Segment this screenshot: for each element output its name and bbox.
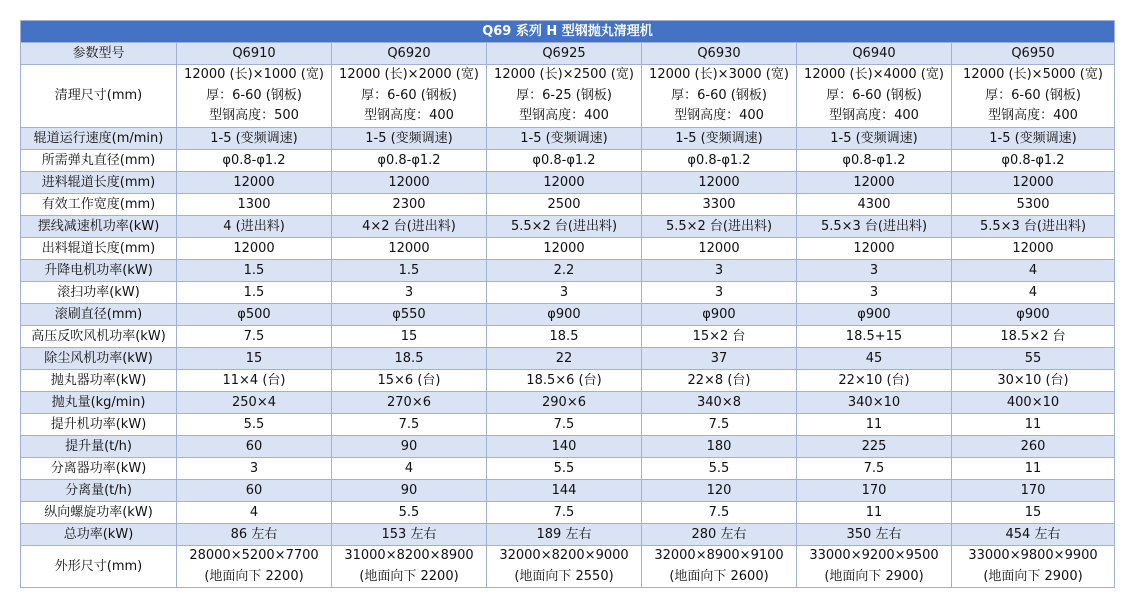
table-cell: 140 bbox=[487, 436, 642, 458]
table-cell: 454 左右 bbox=[952, 524, 1115, 546]
table-cell: 3 bbox=[177, 458, 332, 480]
table-cell: 144 bbox=[487, 480, 642, 502]
table-cell: 7.5 bbox=[177, 326, 332, 348]
table-cell: 4300 bbox=[797, 194, 952, 216]
table-cell: 37 bbox=[642, 348, 797, 370]
row-label: 滚刷直径(mm) bbox=[21, 304, 177, 326]
table-row bbox=[21, 326, 1115, 348]
header-row bbox=[21, 43, 1115, 65]
table-cell: 4 (进出料) bbox=[177, 216, 332, 238]
table-cell bbox=[332, 546, 487, 588]
table-cell: 15 bbox=[332, 326, 487, 348]
table-cell: 15 bbox=[177, 348, 332, 370]
table-cell: 1.5 bbox=[177, 282, 332, 304]
table-cell bbox=[177, 546, 332, 588]
table-cell: φ0.8-φ1.2 bbox=[177, 150, 332, 172]
cell-line: 型钢高度：500 bbox=[209, 108, 299, 124]
cell-line: 型钢高度：400 bbox=[988, 108, 1078, 124]
cell-line: 厚：6-60 (钢板) bbox=[826, 87, 922, 103]
table-cell bbox=[952, 546, 1115, 588]
table-cell: 270×6 bbox=[332, 392, 487, 414]
table-cell: 1.5 bbox=[177, 260, 332, 282]
table-row bbox=[21, 304, 1115, 326]
table-cell: 7.5 bbox=[487, 502, 642, 524]
table-cell: φ900 bbox=[487, 304, 642, 326]
table-cell: φ900 bbox=[642, 304, 797, 326]
table-cell: 12000 bbox=[642, 172, 797, 194]
row-label: 纵向螺旋功率(kW) bbox=[21, 502, 177, 524]
table-row bbox=[21, 480, 1115, 502]
cell-line: (地面向下 2200) bbox=[204, 568, 304, 584]
table-cell: 12000 bbox=[177, 172, 332, 194]
table-cell: 120 bbox=[642, 480, 797, 502]
table-cell: 5.5×3 台(进出料) bbox=[952, 216, 1115, 238]
cell-line: 12000 (长)×5000 (宽) bbox=[963, 67, 1103, 83]
cell-line: 型钢高度：400 bbox=[519, 108, 609, 124]
row-label: 滚扫功率(kW) bbox=[21, 282, 177, 304]
cell-line: 厚：6-60 (钢板) bbox=[671, 87, 767, 103]
table-row bbox=[21, 414, 1115, 436]
table-cell bbox=[797, 65, 952, 128]
row-label: 总功率(kW) bbox=[21, 524, 177, 546]
table-cell bbox=[642, 65, 797, 128]
table-cell bbox=[177, 65, 332, 128]
table-cell: 11 bbox=[797, 414, 952, 436]
table-cell: 280 左右 bbox=[642, 524, 797, 546]
row-label: 辊道运行速度(m/min) bbox=[21, 128, 177, 150]
row-label: 升降电机功率(kW) bbox=[21, 260, 177, 282]
table-cell: 180 bbox=[642, 436, 797, 458]
row-label: 除尘风机功率(kW) bbox=[21, 348, 177, 370]
model-q6930: Q6930 bbox=[642, 43, 797, 65]
table-cell: 2500 bbox=[487, 194, 642, 216]
table-row bbox=[21, 150, 1115, 172]
table-row bbox=[21, 524, 1115, 546]
table-cell: φ500 bbox=[177, 304, 332, 326]
table-cell bbox=[332, 65, 487, 128]
table-cell: 5.5 bbox=[332, 502, 487, 524]
cell-line: (地面向下 2550) bbox=[514, 568, 614, 584]
table-cell: 3300 bbox=[642, 194, 797, 216]
table-cell: φ900 bbox=[797, 304, 952, 326]
table-cell: 12000 bbox=[332, 172, 487, 194]
table-row bbox=[21, 546, 1115, 588]
table-cell: 90 bbox=[332, 436, 487, 458]
cell-line: 厚：6-25 (钢板) bbox=[516, 87, 612, 103]
cell-line: 型钢高度：400 bbox=[674, 108, 764, 124]
table-cell: 5.5 bbox=[177, 414, 332, 436]
table-cell: 7.5 bbox=[797, 458, 952, 480]
cell-line: (地面向下 2900) bbox=[824, 568, 924, 584]
table-cell: 340×10 bbox=[797, 392, 952, 414]
table-cell: φ900 bbox=[952, 304, 1115, 326]
table-cell: 30×10 (台) bbox=[952, 370, 1115, 392]
model-q6925: Q6925 bbox=[487, 43, 642, 65]
table-row bbox=[21, 238, 1115, 260]
table-row bbox=[21, 282, 1115, 304]
table-cell: 189 左右 bbox=[487, 524, 642, 546]
table-cell: 45 bbox=[797, 348, 952, 370]
table-cell: 7.5 bbox=[642, 502, 797, 524]
table-cell: 260 bbox=[952, 436, 1115, 458]
cell-line: 33000×9200×9500 bbox=[809, 548, 939, 563]
table-cell: 1-5 (变频调速) bbox=[487, 128, 642, 150]
table-row bbox=[21, 260, 1115, 282]
table-cell: φ0.8-φ1.2 bbox=[797, 150, 952, 172]
table-cell: 18.5+15 bbox=[797, 326, 952, 348]
row-label: 清理尺寸(mm) bbox=[21, 65, 177, 128]
table-cell: 7.5 bbox=[487, 414, 642, 436]
table-cell: 12000 bbox=[642, 238, 797, 260]
table-cell: 340×8 bbox=[642, 392, 797, 414]
row-label: 提升机功率(kW) bbox=[21, 414, 177, 436]
table-cell: 1300 bbox=[177, 194, 332, 216]
table-row bbox=[21, 172, 1115, 194]
table-cell bbox=[487, 546, 642, 588]
table-cell: 5.5×3 台(进出料) bbox=[797, 216, 952, 238]
table-cell: 11×4 (台) bbox=[177, 370, 332, 392]
table-cell bbox=[642, 546, 797, 588]
table-cell: 12000 bbox=[797, 172, 952, 194]
table-cell: 4 bbox=[177, 502, 332, 524]
table-cell: 5300 bbox=[952, 194, 1115, 216]
spec-table-container bbox=[20, 20, 1114, 588]
table-cell: 12000 bbox=[487, 238, 642, 260]
table-cell bbox=[797, 546, 952, 588]
table-cell bbox=[487, 65, 642, 128]
cell-line: 12000 (长)×1000 (宽) bbox=[184, 67, 324, 83]
cell-line: 型钢高度：400 bbox=[364, 108, 454, 124]
table-cell: 22 bbox=[487, 348, 642, 370]
cell-line: 厚：6-60 (钢板) bbox=[985, 87, 1081, 103]
row-label: 有效工作宽度(mm) bbox=[21, 194, 177, 216]
table-cell: 22×8 (台) bbox=[642, 370, 797, 392]
cell-line: 28000×5200×7700 bbox=[189, 548, 319, 563]
cell-line: 31000×8200×8900 bbox=[344, 548, 474, 563]
table-cell: 5.5×2 台(进出料) bbox=[642, 216, 797, 238]
table-cell: 170 bbox=[797, 480, 952, 502]
table-cell: 5.5×2 台(进出料) bbox=[487, 216, 642, 238]
table-cell: 11 bbox=[952, 458, 1115, 480]
table-row bbox=[21, 128, 1115, 150]
header-label: 参数型号 bbox=[21, 43, 177, 65]
table-cell: 4 bbox=[952, 282, 1115, 304]
table-cell: 12000 bbox=[952, 172, 1115, 194]
row-label: 外形尺寸(mm) bbox=[21, 546, 177, 588]
cell-line: 12000 (长)×2500 (宽) bbox=[494, 67, 634, 83]
row-label: 摆线减速机功率(kW) bbox=[21, 216, 177, 238]
cell-line: (地面向下 2600) bbox=[669, 568, 769, 584]
table-cell: 3 bbox=[797, 260, 952, 282]
cell-line: 12000 (长)×3000 (宽) bbox=[649, 67, 789, 83]
cell-line: 厚：6-60 (钢板) bbox=[361, 87, 457, 103]
cell-line: 32000×8200×9000 bbox=[499, 548, 629, 563]
table-cell: 12000 bbox=[487, 172, 642, 194]
table-cell: 11 bbox=[952, 414, 1115, 436]
table-cell: 2.2 bbox=[487, 260, 642, 282]
spec-table bbox=[20, 20, 1115, 588]
table-cell: 1-5 (变频调速) bbox=[177, 128, 332, 150]
row-label: 进料辊道长度(mm) bbox=[21, 172, 177, 194]
table-row bbox=[21, 436, 1115, 458]
table-row bbox=[21, 458, 1115, 480]
table-cell: 5.5 bbox=[487, 458, 642, 480]
table-cell: φ0.8-φ1.2 bbox=[332, 150, 487, 172]
table-cell: 15×2 台 bbox=[642, 326, 797, 348]
table-cell: 3 bbox=[797, 282, 952, 304]
row-label: 出料辊道长度(mm) bbox=[21, 238, 177, 260]
cell-line: (地面向下 2900) bbox=[983, 568, 1083, 584]
cell-line: 型钢高度：400 bbox=[829, 108, 919, 124]
table-row bbox=[21, 370, 1115, 392]
table-cell: φ550 bbox=[332, 304, 487, 326]
table-cell bbox=[952, 65, 1115, 128]
table-cell: φ0.8-φ1.2 bbox=[952, 150, 1115, 172]
row-label: 抛丸量(kg/min) bbox=[21, 392, 177, 414]
table-cell: 153 左右 bbox=[332, 524, 487, 546]
row-label: 分离器功率(kW) bbox=[21, 458, 177, 480]
table-cell: 400×10 bbox=[952, 392, 1115, 414]
table-row bbox=[21, 348, 1115, 370]
table-cell: 15×6 (台) bbox=[332, 370, 487, 392]
table-cell: 12000 bbox=[177, 238, 332, 260]
table-row bbox=[21, 392, 1115, 414]
cell-line: 33000×9800×9900 bbox=[968, 548, 1098, 563]
table-cell: 4 bbox=[332, 458, 487, 480]
table-cell: 1-5 (变频调速) bbox=[642, 128, 797, 150]
table-cell: 18.5×2 台 bbox=[952, 326, 1115, 348]
table-cell: 86 左右 bbox=[177, 524, 332, 546]
table-cell: 22×10 (台) bbox=[797, 370, 952, 392]
table-cell: 225 bbox=[797, 436, 952, 458]
table-cell: 250×4 bbox=[177, 392, 332, 414]
cell-line: 32000×8900×9100 bbox=[654, 548, 784, 563]
table-cell: 5.5 bbox=[642, 458, 797, 480]
table-cell: 7.5 bbox=[642, 414, 797, 436]
table-cell: 90 bbox=[332, 480, 487, 502]
table-cell: 18.5 bbox=[332, 348, 487, 370]
table-cell: φ0.8-φ1.2 bbox=[487, 150, 642, 172]
table-cell: 4×2 台(进出料) bbox=[332, 216, 487, 238]
table-cell: 290×6 bbox=[487, 392, 642, 414]
row-label: 提升量(t/h) bbox=[21, 436, 177, 458]
model-q6920: Q6920 bbox=[332, 43, 487, 65]
table-cell: 1-5 (变频调速) bbox=[797, 128, 952, 150]
cell-line: 厚：6-60 (钢板) bbox=[206, 87, 302, 103]
table-cell: 1-5 (变频调速) bbox=[952, 128, 1115, 150]
row-label: 所需弹丸直径(mm) bbox=[21, 150, 177, 172]
cell-line: 12000 (长)×4000 (宽) bbox=[804, 67, 944, 83]
table-cell: 3 bbox=[642, 282, 797, 304]
table-cell: 3 bbox=[332, 282, 487, 304]
table-cell: 15 bbox=[952, 502, 1115, 524]
table-cell: φ0.8-φ1.2 bbox=[642, 150, 797, 172]
table-cell: 18.5×6 (台) bbox=[487, 370, 642, 392]
cell-line: 12000 (长)×2000 (宽) bbox=[339, 67, 479, 83]
table-cell: 12000 bbox=[952, 238, 1115, 260]
table-cell: 55 bbox=[952, 348, 1115, 370]
table-cell: 1-5 (变频调速) bbox=[332, 128, 487, 150]
table-cell: 12000 bbox=[332, 238, 487, 260]
cell-line: (地面向下 2200) bbox=[359, 568, 459, 584]
row-label: 分离量(t/h) bbox=[21, 480, 177, 502]
table-title: Q69 系列 H 型钢抛丸清理机 bbox=[21, 21, 1115, 43]
table-cell: 60 bbox=[177, 480, 332, 502]
table-cell: 4 bbox=[952, 260, 1115, 282]
table-row bbox=[21, 216, 1115, 238]
table-cell: 11 bbox=[797, 502, 952, 524]
model-q6910: Q6910 bbox=[177, 43, 332, 65]
table-cell: 1.5 bbox=[332, 260, 487, 282]
table-cell: 60 bbox=[177, 436, 332, 458]
table-cell: 2300 bbox=[332, 194, 487, 216]
model-q6940: Q6940 bbox=[797, 43, 952, 65]
model-q6950: Q6950 bbox=[952, 43, 1115, 65]
table-row bbox=[21, 65, 1115, 128]
table-cell: 7.5 bbox=[332, 414, 487, 436]
table-cell: 18.5 bbox=[487, 326, 642, 348]
table-cell: 350 左右 bbox=[797, 524, 952, 546]
table-row bbox=[21, 194, 1115, 216]
row-label: 抛丸器功率(kW) bbox=[21, 370, 177, 392]
row-label: 高压反吹风机功率(kW) bbox=[21, 326, 177, 348]
table-cell: 3 bbox=[487, 282, 642, 304]
table-cell: 3 bbox=[642, 260, 797, 282]
table-cell: 170 bbox=[952, 480, 1115, 502]
table-row bbox=[21, 502, 1115, 524]
table-cell: 12000 bbox=[797, 238, 952, 260]
